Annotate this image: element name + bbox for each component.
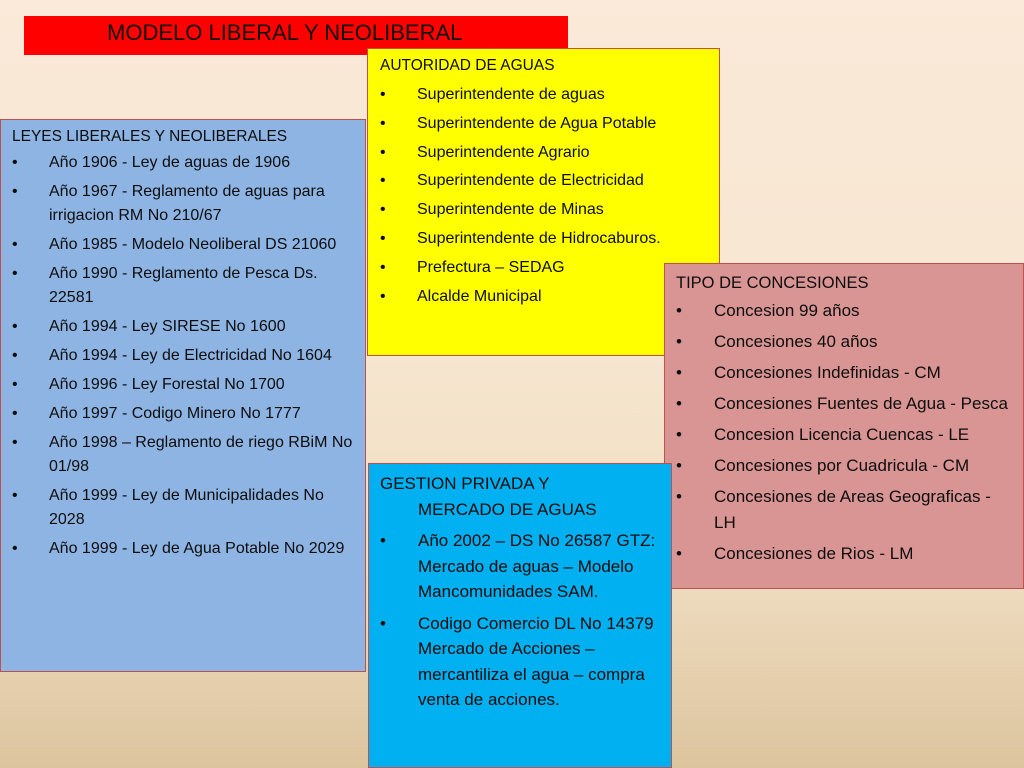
- list-item-text: Año 1999 - Ley de Municipalidades No 2028: [49, 487, 324, 528]
- bullet: •: [676, 301, 682, 320]
- list-item-text: Año 1994 - Ley de Electricidad No 1604: [49, 347, 332, 364]
- bullet: •: [676, 456, 682, 475]
- list-item-text: Alcalde Municipal: [417, 287, 542, 305]
- list-item-text: Concesiones Fuentes de Agua - Pesca: [714, 394, 1008, 413]
- list-item: [676, 541, 1015, 567]
- list-item-text: Año 1990 - Reglamento de Pesca Ds. 22581: [49, 265, 318, 306]
- gestion-heading-line1: GESTION PRIVADA Y: [380, 474, 550, 493]
- list-item: [12, 315, 357, 339]
- list-item-text: Concesion 99 años: [714, 301, 860, 320]
- list-item-text: Concesiones por Cuadricula - CM: [714, 456, 970, 475]
- list-item-text: Superintendente de aguas: [417, 86, 605, 103]
- list-item: [12, 151, 357, 175]
- autoridad-heading: AUTORIDAD DE AGUAS: [380, 57, 555, 74]
- bullet: •: [676, 394, 682, 413]
- bullet: •: [676, 544, 682, 563]
- list-item: [676, 453, 1015, 479]
- list-item: [380, 528, 663, 605]
- list-item: [676, 484, 1015, 536]
- bullet: •: [12, 405, 18, 422]
- list-item: [676, 391, 1015, 417]
- list-item: [676, 298, 1015, 324]
- list-item-text: Año 2002 – DS No 26587 GTZ: Mercado de aguas – Modelo Mancomunidades SAM.: [418, 531, 656, 601]
- list-item-text: Año 1985 - Modelo Neoliberal DS 21060: [49, 236, 337, 253]
- bullet: •: [12, 183, 18, 200]
- list-item-text: Concesion Licencia Cuencas - LE: [714, 425, 970, 444]
- gestion-heading: [380, 471, 663, 522]
- leyes-list: [12, 151, 357, 561]
- list-item: [12, 180, 357, 228]
- bullet: •: [12, 540, 18, 557]
- bullet: •: [676, 487, 682, 506]
- bullet: •: [676, 363, 682, 382]
- list-item-text: Año 1998 – Reglamento de riego RBiM No 01/98: [49, 434, 353, 475]
- bullet: •: [12, 487, 18, 504]
- concesiones-box: [664, 263, 1024, 589]
- bullet: •: [676, 332, 682, 351]
- gestion-list: [380, 528, 663, 713]
- list-item: [12, 233, 357, 257]
- gestion-box: [368, 463, 672, 768]
- bullet: •: [380, 613, 386, 633]
- list-item: [12, 431, 357, 479]
- concesiones-heading: TIPO DE CONCESIONES: [676, 274, 869, 292]
- list-item-text: Superintendente Agrario: [417, 143, 590, 161]
- list-item: [676, 329, 1015, 355]
- list-item-text: Superintendente de Hidrocaburos.: [417, 229, 661, 247]
- bullet: •: [380, 229, 386, 247]
- list-item: [12, 262, 357, 310]
- bullet: •: [380, 114, 386, 132]
- bullet: •: [12, 318, 18, 335]
- list-item: [380, 85, 719, 105]
- list-item-text: Año 1906 - Ley de aguas de 1906: [49, 154, 291, 171]
- list-item-text: Año 1997 - Codigo Minero No 1777: [49, 405, 301, 422]
- list-item-text: Superintendente de Electricidad: [417, 172, 644, 190]
- list-item-text: Superintendente de Minas: [417, 201, 604, 219]
- gestion-heading-line2: MERCADO DE AGUAS: [418, 499, 597, 519]
- bullet: •: [380, 201, 386, 219]
- list-item: [380, 611, 663, 713]
- list-item-text: Codigo Comercio DL No 14379 Mercado de Acciones – mercantiliza el agua – compra venta de acciones.: [418, 613, 654, 709]
- bullet: •: [12, 236, 18, 253]
- list-item-text: Año 1996 - Ley Forestal No 1700: [49, 376, 285, 393]
- bullet: •: [12, 434, 18, 451]
- list-item: [12, 537, 357, 561]
- list-item: [380, 229, 719, 249]
- bullet: •: [380, 258, 386, 276]
- list-item: [380, 200, 719, 220]
- list-item-text: Año 1999 - Ley de Agua Potable No 2029: [49, 540, 345, 557]
- bullet: •: [380, 86, 386, 103]
- bullet: •: [380, 531, 386, 550]
- list-item-text: Concesiones de Areas Geograficas - LH: [714, 487, 991, 532]
- bullet: •: [676, 425, 682, 444]
- list-item: [12, 373, 357, 397]
- list-item-text: Superintendente de Agua Potable: [417, 114, 657, 132]
- list-item: [676, 422, 1015, 448]
- list-item: [12, 344, 357, 368]
- list-item: [12, 484, 357, 532]
- bullet: •: [12, 376, 18, 393]
- list-item: [380, 114, 719, 134]
- slide-title: MODELO LIBERAL Y NEOLIBERAL: [107, 20, 463, 45]
- bullet: •: [380, 287, 386, 305]
- list-item-text: Prefectura – SEDAG: [417, 258, 565, 276]
- bullet: •: [12, 265, 18, 282]
- list-item-text: Concesiones 40 años: [714, 332, 878, 351]
- bullet: •: [12, 154, 18, 171]
- list-item: [12, 402, 357, 426]
- list-item-text: Año 1994 - Ley SIRESE No 1600: [49, 318, 286, 335]
- list-item: [380, 171, 719, 191]
- list-item: [380, 143, 719, 163]
- list-item-text: Concesiones de Rios - LM: [714, 544, 914, 563]
- concesiones-list: [676, 298, 1015, 567]
- leyes-box: [0, 119, 366, 672]
- list-item: [676, 360, 1015, 386]
- leyes-heading: LEYES LIBERALES Y NEOLIBERALES: [12, 128, 288, 145]
- bullet: •: [380, 143, 386, 161]
- list-item-text: Año 1967 - Reglamento de aguas para irrigacion RM No 210/67: [49, 183, 325, 224]
- bullet: •: [12, 347, 18, 364]
- list-item-text: Concesiones Indefinidas - CM: [714, 363, 941, 382]
- bullet: •: [380, 172, 386, 190]
